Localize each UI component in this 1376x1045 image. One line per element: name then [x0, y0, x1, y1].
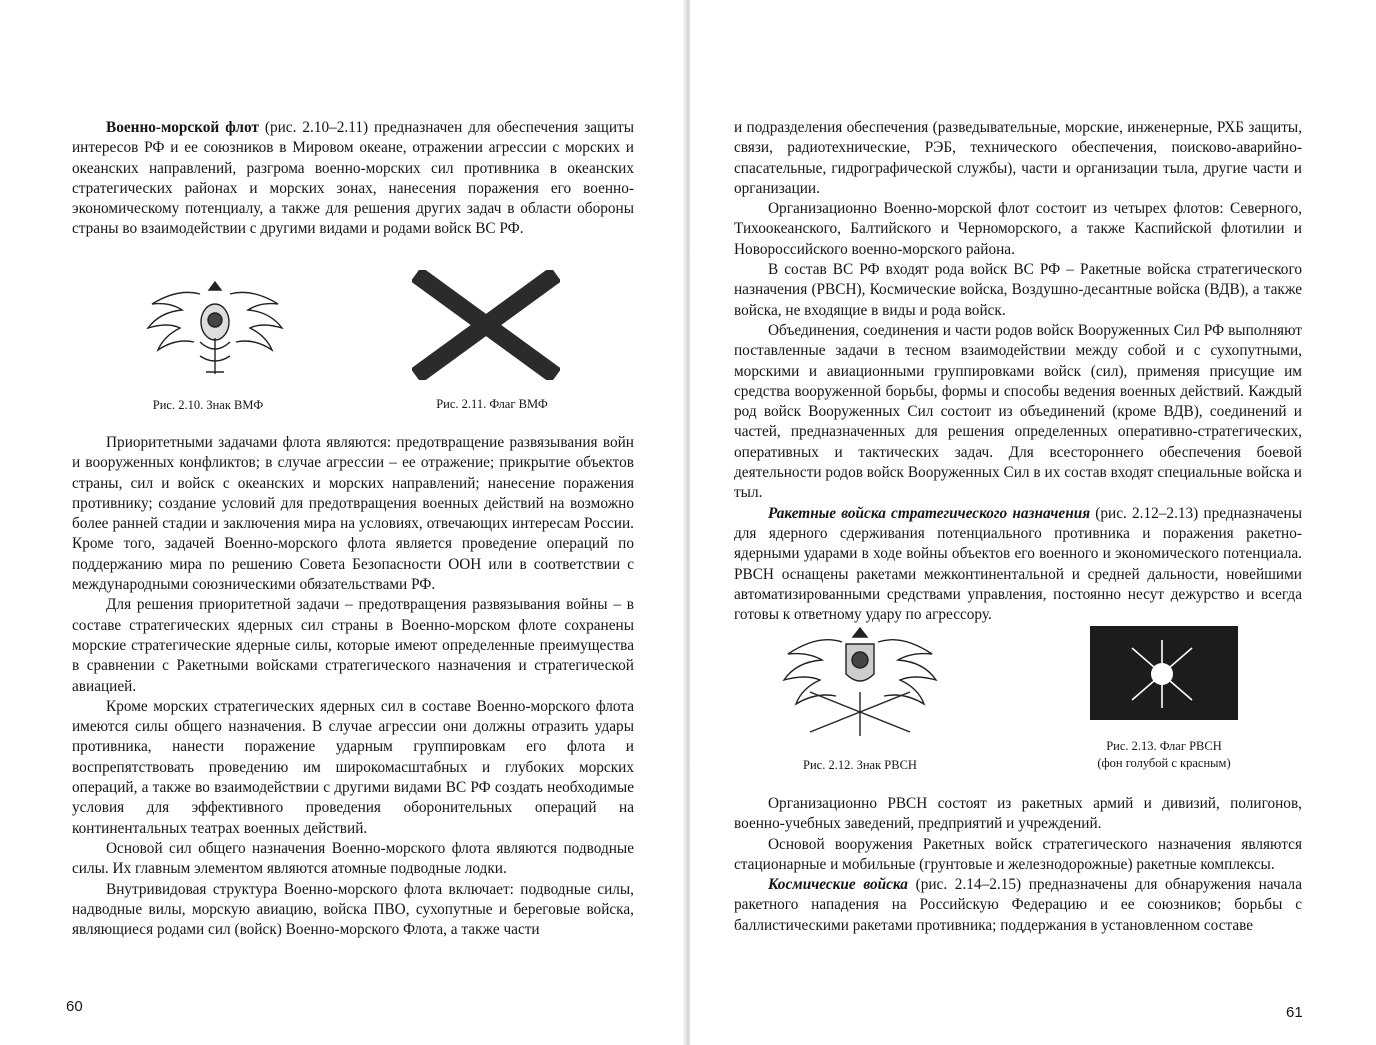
page-number-right: 61 [1286, 1004, 1303, 1021]
caption-2-12: Рис. 2.12. Знак РВСН [803, 758, 917, 772]
right-text-top [734, 118, 1302, 625]
caption-2-13-note: (фон голубой с красным) [1097, 756, 1231, 770]
term-navy: Военно-морской флот [106, 119, 259, 136]
paragraph: Кроме морских стратегических ядерных сил в составе Военно-морского флота имеются силы общего назначения. В случае агрессии они должны отразить удары противника, нанести поражение ударным группировкам его флота и воспрепятствовать проведению им широкомасштабных и глубоких морских операций, а также во взаимодействии с другими видами ВС РФ создать необходимые условия для эффективного проведения оборонительных операций на континентальных театрах военных действий. [72, 697, 634, 837]
page-number-left: 60 [66, 998, 83, 1015]
right-page [690, 0, 1376, 1045]
paragraph: Организационно РВСН состоят из ракетных армий и дивизий, полигонов, военно-учебных заведений, предприятий и учреждений. [734, 795, 1302, 833]
paragraph: и подразделения обеспечения (разведывательные, морские, инженерные, РХБ защиты, связи, радиотехнические, РЭБ, технического обеспечения, поисково-аварийно-спасательные, гидрографической службы), части и организации тыла, другие части и организации. [734, 119, 1302, 197]
navy-flag-icon [412, 270, 560, 380]
paragraph: В состав ВС РФ входят рода войск ВС РФ – Ракетные войска стратегического назначения (РВСН), Космические войска, Воздушно-десантные войска (ВДВ), а также войска, не входящие в виды и рода войск. [734, 261, 1302, 319]
paragraph: Военно-морской флот (рис. 2.10–2.11) предназначен для обеспечения защиты интересов РФ и ее союзников в Мировом океане, отражении агрессии с морских и океанских направлений, разгрома военно-морских сил противника в океанских стратегических районах и морских зонах, нанесения поражения его военно-экономическому потенциалу, а также для решения других задач в области обороны страны во взаимодействии с другими видами и родами войск ВС РФ. [72, 119, 634, 238]
paragraph: Приоритетными задачами флота являются: предотвращение развязывания войн и вооруженных конфликтов; в случае агрессии – ее отражение; прикрытие объектов страны, сил и войск с океанских и морских направлений; нанесение поражения противнику; создание условий для предотвращения военных действий на возможно более ранней стадии и заключения мира на условиях, отвечающих интересам России. Кроме того, задачей Военно-морского флота является проведение операций по поддержанию мира по решению Совета Безопасности ООН или в соответствии с международными союзническими обязательствами РФ. [72, 434, 634, 594]
paragraph: Организационно Военно-морской флот состоит из четырех флотов: Северного, Тихоокеанского, Балтийского и Черноморского, а также Каспийской флотилии и Новороссийского военно-морского района. [734, 200, 1302, 258]
paragraph: Внутривидовая структура Военно-морского флота включает: подводные силы, надводные вилы, морскую авиацию, войска ПВО, сухопутные и береговые войска, являющиеся родами сил (войск) Военно-морского Флота, а также части [72, 880, 634, 939]
rvsn-emblem-icon [780, 622, 940, 746]
caption-2-13: Рис. 2.13. Флаг РВСН [1106, 739, 1222, 753]
paragraph: Основой вооружения Ракетных войск стратегического назначения являются стационарные и мобильные (грунтовые и железнодорожные) ракетные комплексы. [734, 835, 1302, 873]
left-text-top [72, 118, 634, 240]
paragraph: Объединения, соединения и части родов войск Вооруженных Сил РФ выполняют поставленные задачи в тесном взаимодействии между собой и с сухопутными, морскими и авиационными группировками войск (сил), применяя присущие им средства вооруженной борьбы, формы и способы ведения военных действий. Каждый род войск Вооруженных Сил состоит из объединений (кроме ВДВ), соединений и частей, предназначенных для решения определенных оперативно-стратегических, оперативных и тактических задач. Для всестороннего обеспечения боевой деятельности родов войск Вооруженных Сил в их состав входят специальные войска и тыл. [734, 321, 1302, 502]
left-text-bottom [72, 433, 634, 940]
paragraph: Основой сил общего назначения Военно-морского флота являются подводные силы. Их главным элементом являются атомные подводные лодки. [72, 839, 634, 878]
caption-2-10: Рис. 2.10. Знак ВМФ [152, 398, 264, 412]
term-rvsn: Ракетные войска стратегического назначения [768, 504, 1091, 522]
paragraph: Ракетные войска стратегического назначения (рис. 2.12–2.13) предназначены для ядерного сдерживания потенциального противника и поражения ракетно-ядерными ударами в ходе войны объектов его военного и экономического потенциала. РВСН оснащены ракетами межконтинентальной и средней дальности, новейшими автоматизированными средствами управления, постоянно несут дежурство и всегда готовы к ответному удару по агрессору. [734, 504, 1302, 624]
right-text-bottom [734, 794, 1302, 936]
rvsn-flag-icon [1090, 626, 1238, 720]
term-space-forces: Космические войска [768, 876, 908, 894]
navy-emblem-icon [140, 272, 290, 384]
left-page [0, 0, 686, 1045]
caption-2-11: Рис. 2.11. Флаг ВМФ [436, 397, 548, 411]
paragraph: Для решения приоритетной задачи – предотвращения развязывания войны – в составе стратегических ядерных сил страны в Военно-морском флоте сохранены морские стратегические ядерные силы, которые имеют определенные преимущества в сравнении с Ракетными войсками стратегического назначения и стратегической авиацией. [72, 596, 634, 695]
paragraph: Космические войска (рис. 2.14–2.15) предназначены для обнаружения начала ракетного нападения на Российскую Федерацию и ее союзников; борьбы с баллистическими ракетами противника; поддержания в установленном составе [734, 876, 1302, 934]
